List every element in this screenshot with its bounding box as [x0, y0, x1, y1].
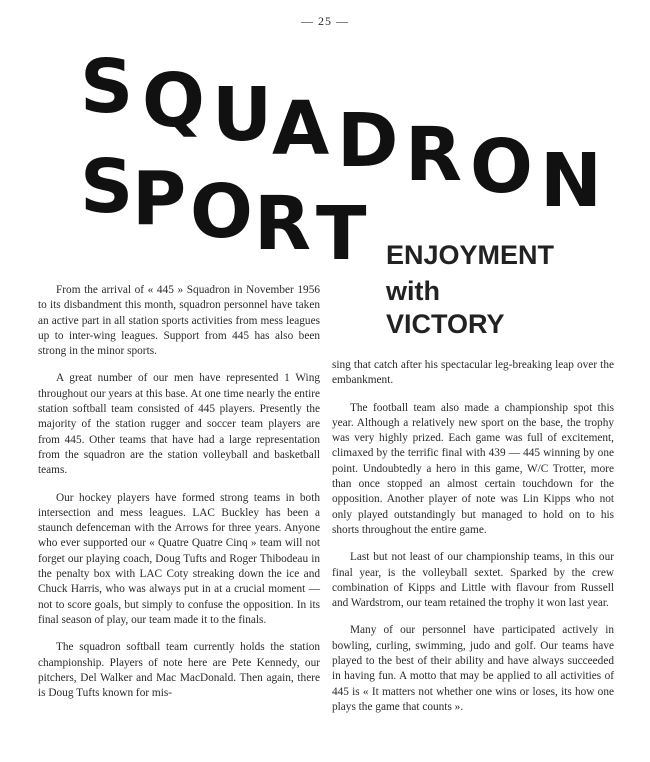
subtitle-victory: VICTORY: [386, 309, 505, 339]
title-letter: R: [405, 112, 462, 198]
paragraph: The squadron softball team currently holds the station championship. Players of note here are Pete Kennedy, our pitchers, Del Walker and Mac MacDonald. Then again, there is Doug Tufts known for mis-: [38, 641, 320, 700]
right-column: [332, 358, 614, 727]
paragraph: Many of our personnel have participated actively in bowling, curling, swimming, judo and golf. Our teams have played to the best of their ability and have always succeeded in having fun. A motto that may be applied to all activities of 445 is « It matters not whether one wins or loses, its how one plays the game that counts ».: [332, 624, 614, 713]
title-letter: S: [80, 144, 134, 230]
left-column: [38, 283, 320, 713]
title-letter: A: [272, 86, 330, 172]
paragraph: Our hockey players have formed strong teams in both intersection and mess leagues. LAC Buckley has been a staunch defenceman with the Arrows for three years. Anyone who ever supported our « Quatre Quatre Cinq » team will not forget our playing coach, Doug Tufts and Roger Thibodeau in the penalty box with LAC Coty streaking down the ice and Chuck Harris, who was always put in at a crucial moment — not to score goals, but simply to confuse the opposition. In its final season of play, our team made it to the finals.: [38, 491, 320, 626]
title-letter: D: [337, 98, 399, 184]
paragraph: A great number of our men have represented 1 Wing throughout our years at this base. At one time nearly the entire station softball team consisted of 445 players. Presently the majority of the station rugger and soccer team players are from 445. Other teams that have had a large representation from the squadron are the station volleyball and basketball teams.: [38, 372, 320, 477]
paragraph: From the arrival of « 445 » Squadron in November 1956 to its disbandment this month, squadron personnel have taken an active part in all station sports activities from mess leagues up to inter-wing leagues. Support from 445 has also been strong in the minor sports.: [38, 284, 320, 358]
title-letter: Q: [142, 58, 205, 144]
subtitle-with: with: [386, 276, 440, 306]
page-number: — 25 —: [301, 14, 349, 28]
paragraph: The football team also made a championship spot this year. Although a relatively new sport on the base, the trophy was very highly prized. Each game was full of excitement, climaxed by the terrific final with 439 — 445 winning by one point. Undoubtedly a hero in this game, W/C Trotter, more than once stopped an almost certain touchdown for the opposition. Another player of note was Lin Kipps who not only played outstandingly but managed to hold on to his shorts throughout the entire game.: [332, 401, 614, 536]
title-letter: S: [80, 44, 134, 130]
title-letter: T: [316, 191, 367, 277]
title-letter: N: [540, 138, 602, 224]
paragraph: sing that catch after his spectacular leg-breaking leap over the embankment.: [332, 359, 614, 387]
subtitle-enjoyment: ENJOYMENT: [386, 240, 555, 270]
paragraph: Last but not least of our championship teams, in this our final year, is the volleyball sextet. Sparked by the crew combination of Kipps and Little with flavour from Russell and Wardstrom, our team retained the trophy it won last year.: [332, 551, 614, 610]
title-letter: O: [190, 169, 253, 255]
title-letter: P: [132, 156, 187, 242]
title-letter: O: [470, 124, 533, 210]
title-letter: R: [254, 181, 311, 267]
title-letter: U: [212, 72, 273, 158]
